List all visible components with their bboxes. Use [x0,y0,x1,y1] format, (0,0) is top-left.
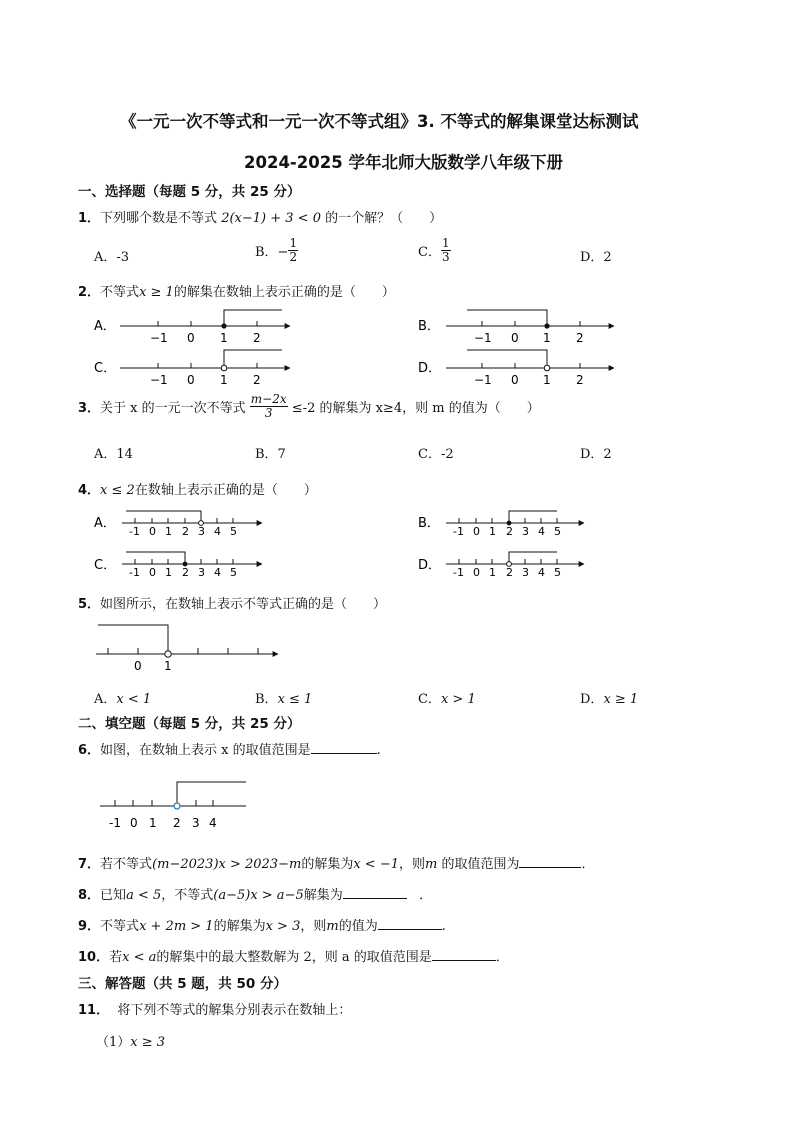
svg-text:−1: −1 [474,331,492,345]
question-5 [78,593,386,612]
svg-text:-1: -1 [453,525,464,538]
option-d[interactable]: D．2 [580,447,612,462]
section-heading-choice: 一、选择题（每题 5 分，共 25 分） [78,184,301,200]
question-number: 1． [78,211,101,226]
svg-text:1: 1 [489,525,496,538]
svg-text:0: 0 [511,373,519,387]
svg-text:4: 4 [214,525,221,538]
question-9: 9．不等式x + 2m > 1的解集为x > 3，则m的值为 . [78,919,446,934]
svg-text:5: 5 [554,566,561,579]
option-d-label: D． [418,558,442,573]
svg-text:4: 4 [214,566,221,579]
svg-text:0: 0 [130,816,138,830]
question-text: 不等式 [100,285,140,300]
option-c[interactable]: C．x > 1 [418,692,476,707]
svg-text:1: 1 [543,373,551,387]
svg-text:2: 2 [506,525,513,538]
page-title-line2: 2024-2025 学年北师大版数学八年级下册 [244,153,563,172]
svg-text:-1: -1 [129,525,140,538]
question-6: 6．如图，在数轴上表示 x 的取值范围是 . [78,743,381,758]
svg-text:2: 2 [182,566,189,579]
q6-number-line [96,775,256,835]
svg-text:0: 0 [473,566,480,579]
svg-text:1: 1 [220,331,228,345]
svg-text:2: 2 [506,566,513,579]
answer-blank[interactable] [432,948,496,961]
svg-text:0: 0 [511,331,519,345]
question-text: 的解集在数轴上表示正确的是（ ） [173,285,395,300]
option-c[interactable]: C．-2 [418,447,454,462]
option-b-label: B． [418,516,440,531]
question-10: 10．若x < a的解集中的最大整数解为 2，则 a 的取值范围是 ． [78,950,509,965]
svg-text:0: 0 [134,659,142,673]
option-a[interactable]: A．14 [94,447,133,462]
q5-number-line [90,615,290,675]
svg-text:2: 2 [253,373,261,387]
q2-number-lines [0,0,794,400]
question-text: 如图，在数轴上表示 x 的取值范围是 [100,743,311,758]
option-a[interactable]: A．-3 [94,250,130,265]
svg-text:−1: −1 [150,331,168,345]
section-heading-fill: 二、填空题（每题 5 分，共 25 分） [78,716,301,732]
svg-text:4: 4 [538,566,545,579]
option-d-number-line [446,552,584,579]
math-expression: 2(x−1) + 3 < 0 [221,211,321,226]
svg-text:1: 1 [165,566,172,579]
svg-text:0: 0 [187,373,195,387]
svg-text:0: 0 [187,331,195,345]
question-text: ≤-2 的解集为 x≥4，则 m 的值为（ ） [291,401,540,416]
svg-text:3: 3 [198,566,205,579]
question-text: 下列哪个数是不等式 [100,211,218,226]
option-c-label: C． [94,361,117,376]
svg-text:2: 2 [182,525,189,538]
svg-text:1: 1 [149,816,157,830]
option-b[interactable]: B．x ≤ 1 [255,692,313,707]
svg-text:4: 4 [209,816,217,830]
option-a[interactable]: A．x < 1 [94,692,152,707]
question-number: 4． [78,483,101,498]
svg-text:4: 4 [538,525,545,538]
fraction: $\frac{1}{3}$ [441,236,450,264]
svg-text:2: 2 [253,331,261,345]
option-d-label: D． [418,361,442,376]
svg-text:-1: -1 [453,566,464,579]
math-expression: x ≥ 1 [139,285,174,300]
answer-blank[interactable] [343,886,407,899]
option-c-number-line [120,350,290,387]
fraction: $\frac{1}{2}$ [289,236,298,264]
question-number: 6． [78,743,101,758]
svg-text:1: 1 [489,566,496,579]
svg-text:−1: −1 [474,373,492,387]
question-8: 8．已知a < 5，不等式(a−5)x > a−5解集为 ． [78,888,433,903]
svg-text:5: 5 [230,566,237,579]
svg-text:2: 2 [173,816,181,830]
question-text: 如图所示，在数轴上表示不等式正确的是（ ） [100,597,387,612]
svg-text:3: 3 [192,816,200,830]
fraction: $\frac{m-2x}{3}$ [250,392,287,420]
option-a-label: A． [94,516,116,531]
question-7: 7．若不等式(m−2023)x > 2023−m的解集为x < −1，则m 的取值范围为 ． [78,857,595,872]
svg-text:1: 1 [220,373,228,387]
option-a-label: A． [94,319,116,334]
option-b-number-line [446,310,614,345]
option-d-number-line [446,350,614,387]
option-b-label: B． [418,319,440,334]
option-a-number-line [120,310,290,345]
svg-text:-1: -1 [129,566,140,579]
question-11-part-1: （1）x ≥ 3 [96,1035,166,1050]
question-text: 在数轴上表示正确的是（ ） [134,483,317,498]
math-expression: x ≤ 2 [100,483,135,498]
svg-text:1: 1 [543,331,551,345]
svg-text:2: 2 [576,373,584,387]
question-text: 关于 x 的一元一次不等式 [100,401,246,416]
question-number: 3． [78,401,101,416]
question-number: 5． [78,597,101,612]
answer-blank[interactable] [519,855,581,868]
option-d[interactable]: D．x ≥ 1 [580,692,639,707]
question-11: 11． 将下列不等式的解集分别表示在数轴上： [78,1003,352,1018]
answer-blank[interactable] [311,741,377,754]
svg-text:5: 5 [230,525,237,538]
option-label: C． [418,245,441,260]
question-number: 2． [78,285,101,300]
question-text: 的一个解？（ ） [325,211,443,226]
option-c-number-line [122,552,262,579]
answer-blank[interactable] [378,917,442,930]
section-heading-answer: 三、解答题（共 5 题，共 50 分） [78,976,287,992]
svg-text:3: 3 [198,525,205,538]
q4-number-lines [0,490,794,590]
svg-text:5: 5 [554,525,561,538]
svg-text:3: 3 [522,566,529,579]
option-c-label: C． [94,558,117,573]
svg-text:0: 0 [149,566,156,579]
option-b[interactable]: B．7 [255,447,286,462]
svg-text:3: 3 [522,525,529,538]
svg-text:0: 0 [473,525,480,538]
svg-text:-1: -1 [109,816,121,830]
svg-text:−1: −1 [150,373,168,387]
svg-text:0: 0 [149,525,156,538]
svg-text:1: 1 [164,659,172,673]
question-3 [78,393,540,420]
svg-text:2: 2 [576,331,584,345]
svg-text:1: 1 [165,525,172,538]
option-b-number-line [446,511,584,538]
page-title-line1: 《一元一次不等式和一元一次不等式组》3. 不等式的解集课堂达标测试 [120,112,639,131]
option-d[interactable]: D．2 [580,250,612,265]
option-label: B．− [255,245,289,260]
option-a-number-line [122,511,262,538]
